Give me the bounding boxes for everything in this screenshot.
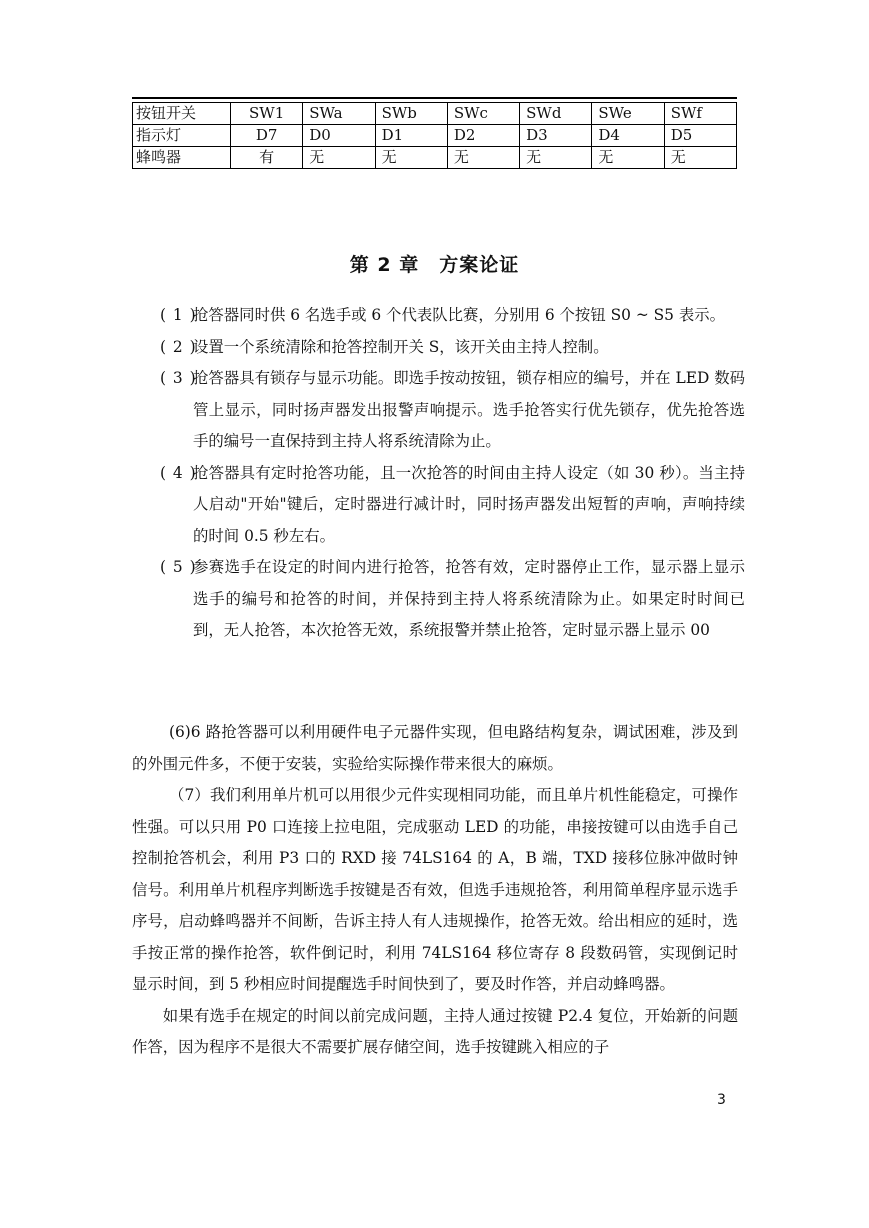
paragraph: （7）我们利用单片机可以用很少元件实现相同功能，而且单片机性能稳定，可操作性强。可以只用 P0 口连接上拉电阻，完成驱动 LED 的功能，串接按键可以由选手自己控制抢答机会，利用 P3 口的 RXD 接 74LS164 的 A，B 端，TXD 接移位脉冲做时钟信号。利用单片机程序判断选手按键是否有效，但选手违规抢答，利用简单程序显示选手序号，启动蜂鸣器并不间断，告诉主持人有人违规操作，抢答无效。给出相应的延时，选手按正常的操作抢答，软件倒记时，利用 74LS164 移位寄存 8 段数码管，实现倒记时显示时间，到 5 秒相应时间提醒选手时间快到了，要及时作答，并启动蜂鸣器。 (132, 786, 738, 993)
paragraph: (6)6 路抢答器可以利用硬件电子元器件实现，但电路结构复杂，调试困难，涉及到的外围元件多，不便于安装，实验给实际操作带来很大的麻烦。 (132, 723, 738, 773)
list-item-number: ( 5 ) (160, 558, 197, 576)
list-item-number: ( 4 ) (160, 463, 197, 482)
table-cell: D3 (520, 125, 592, 147)
table-cell: 无 (447, 147, 519, 169)
table-row (133, 103, 737, 125)
list-item-text: 参赛选手在设定的时间内进行抢答，抢答有效，定时器停止工作，显示器上显示选手的编号和抢答的时间，并保持到主持人将系统清除为止。如果定时时间已到，无人抢答，本次抢答无效，系统报警并禁止抢答，定时显示器上显示 00 (193, 558, 745, 639)
list-item-text: 抢答器具有锁存与显示功能。即选手按动按钮，锁存相应的编号，并在 LED 数码管上显示，同时扬声器发出报警声响提示。选手抢答实行优先锁存，优先抢答选手的编号一直保持到主持人将系统清除为止。 (193, 369, 745, 450)
row-label: 蜂鸣器 (133, 147, 231, 169)
table-cell: SWf (664, 103, 736, 125)
list-item-number: ( 2 ) (160, 337, 197, 356)
table-cell: SWa (303, 103, 375, 125)
switch-table-container (132, 97, 737, 169)
table-cell: 无 (303, 147, 375, 169)
table-cell: 无 (664, 147, 736, 169)
table-cell: 有 (231, 147, 303, 169)
list-item-text: 抢答器同时供 6 名选手或 6 个代表队比赛，分别用 6 个按钮 S0 ~ S5 表示。 (193, 306, 726, 324)
requirements-list (160, 300, 745, 647)
table-row (133, 147, 737, 169)
list-item-text: 抢答器具有定时抢答功能，且一次抢答的时间由主持人设定（如 30 秒）。当主持人启动"开始"键后，定时器进行减计时，同时扬声器发出短暂的声响，声响持续的时间 0.5 秒左右。 (193, 463, 745, 545)
list-item (160, 332, 745, 364)
table-cell: 无 (375, 147, 447, 169)
switch-indicator-table (132, 102, 737, 169)
table-cell: D1 (375, 125, 447, 147)
list-item (160, 552, 745, 647)
table-cell: D0 (303, 125, 375, 147)
chapter-heading: 第 2 章 方案论证 (349, 254, 520, 276)
row-label: 指示灯 (133, 125, 231, 147)
list-item (160, 300, 745, 332)
table-cell: SWe (592, 103, 664, 125)
table-cell: 无 (520, 147, 592, 169)
list-item-text: 设置一个系统清除和抢答控制开关 S，该开关由主持人控制。 (193, 337, 609, 356)
row-label: 按钮开关 (133, 103, 231, 125)
body-paragraphs (132, 717, 738, 1064)
paragraph: 如果有选手在规定的时间以前完成问题，主持人通过按键 P2.4 复位，开始新的问题作答，因为程序不是很大不需要扩展存储空间，选手按键跳入相应的子 (132, 1006, 738, 1056)
table-cell: D5 (664, 125, 736, 147)
table-cell: SWc (447, 103, 519, 125)
table-cell: SWb (375, 103, 447, 125)
table-row (133, 125, 737, 147)
list-item (160, 458, 745, 553)
table-cell: 无 (592, 147, 664, 169)
table-cell: SWd (520, 103, 592, 125)
table-cell: D7 (231, 125, 303, 147)
list-item-number: ( 3 ) (160, 369, 197, 387)
table-cell: SW1 (231, 103, 303, 125)
list-item (160, 363, 745, 458)
table-top-rule (132, 97, 737, 99)
page-number: 3 (717, 1092, 726, 1108)
table-cell: D2 (447, 125, 519, 147)
list-item-number: ( 1 ) (160, 306, 197, 324)
table-cell: D4 (592, 125, 664, 147)
